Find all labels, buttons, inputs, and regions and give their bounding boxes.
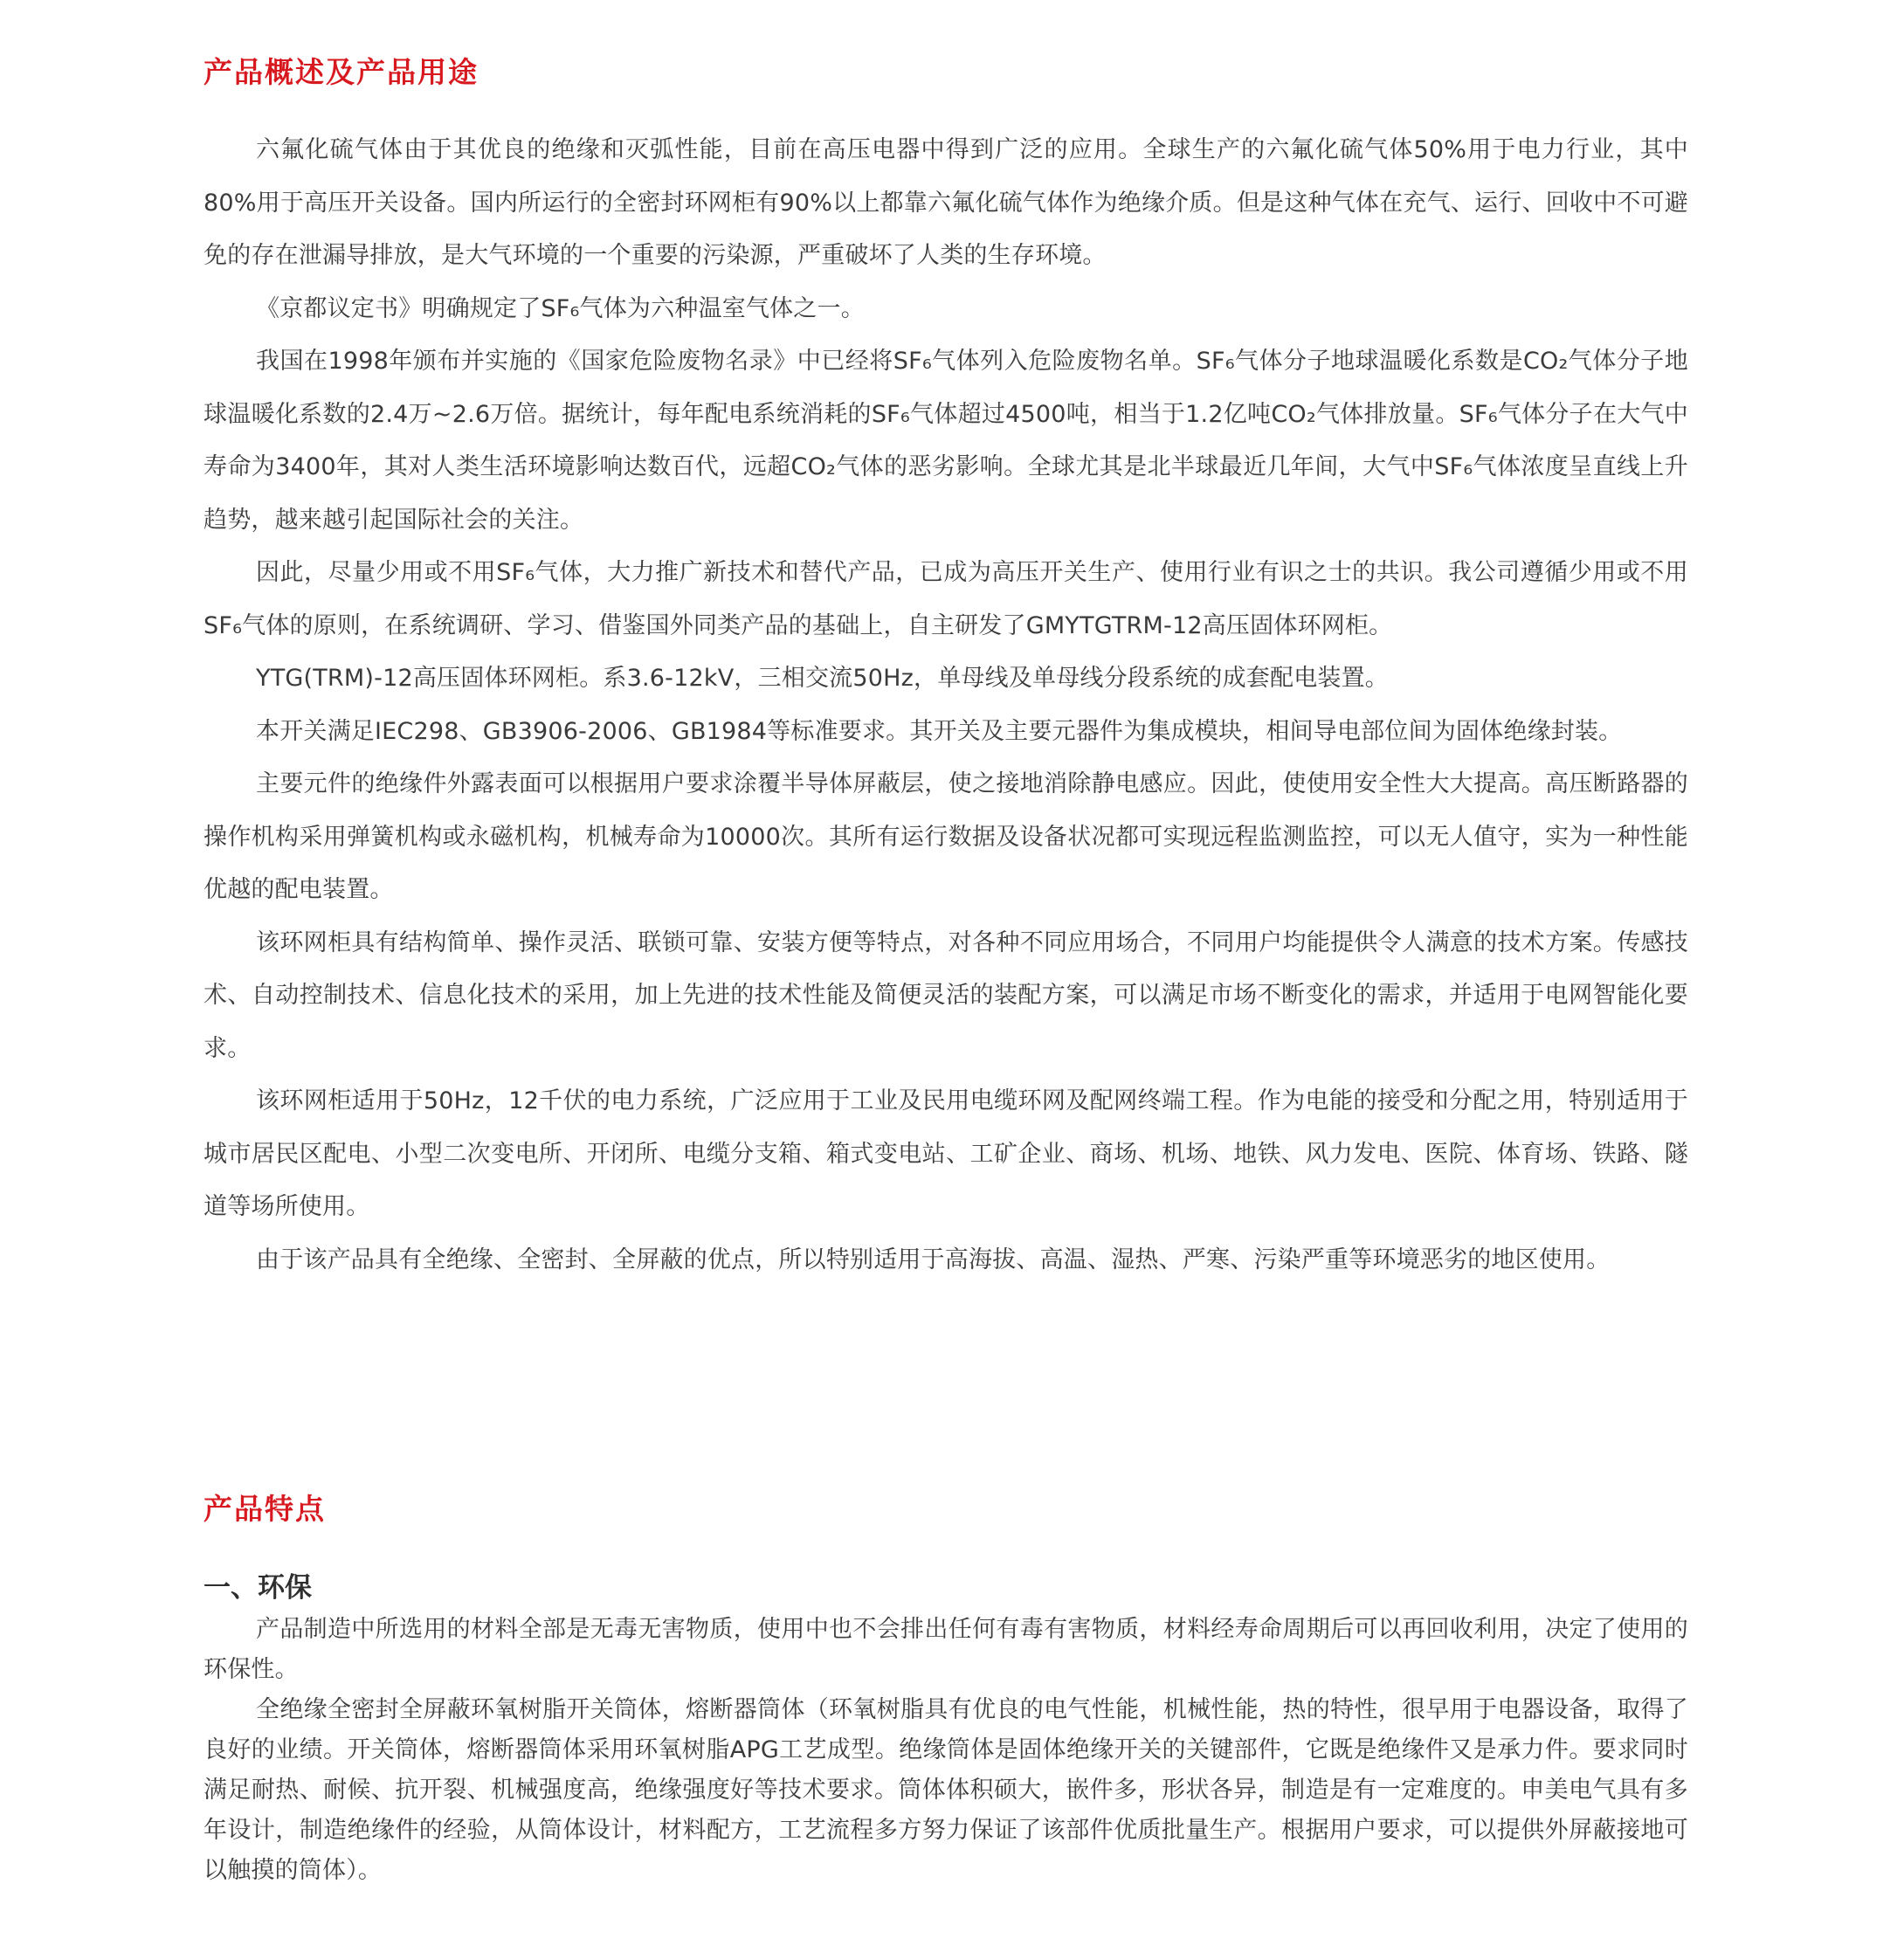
- paragraph: 我国在1998年颁布并实施的《国家危险废物名录》中已经将SF₆气体列入危险废物名单。SF₆气体分子地球温暖化系数是CO₂气体分子地球温暖化系数的2.4万~2.6万倍。据统计，每年配电系统消耗的SF₆气体超过4500吨，相当于1.2亿吨CO₂气体排放量。SF₆气体分子在大气中寿命为3400年，其对人类生活环境影响达数百代，远超CO₂气体的恶劣影响。全球尤其是北半球最近几年间，大气中SF₆气体浓度呈直线上升趋势，越来越引起国际社会的关注。: [204, 348, 1688, 534]
- overview-section: [204, 51, 1688, 1287]
- paragraph: 主要元件的绝缘件外露表面可以根据用户要求涂覆半导体屏蔽层，使之接地消除静电感应。因此，使使用安全性大大提高。高压断路器的操作机构采用弹簧机构或永磁机构，机械寿命为10000次。其所有运行数据及设备状况都可实现远程监测监控，可以无人值守，实为一种性能优越的配电装置。: [204, 770, 1688, 903]
- paragraph: 产品制造中所选用的材料全部是无毒无害物质，使用中也不会排出任何有毒有害物质，材料经寿命周期后可以再回收利用，决定了使用的环保性。: [204, 1616, 1688, 1683]
- paragraph: YTG(TRM)-12高压固体环网柜。系3.6-12kV，三相交流50Hz，单母线及单母线分段系统的成套配电装置。: [256, 665, 1389, 692]
- section-heading-features: 产品特点: [204, 1492, 326, 1526]
- subheading-environmental: 一、环保: [204, 1572, 312, 1604]
- paragraph: 该环网柜具有结构简单、操作灵活、联锁可靠、安装方便等特点，对各种不同应用场合，不同用户均能提供令人满意的技术方案。传感技术、自动控制技术、信息化技术的采用，加上先进的技术性能及简便灵活的装配方案，可以满足市场不断变化的需求，并适用于电网智能化要求。: [204, 928, 1688, 1062]
- section-heading-overview: 产品概述及产品用途: [204, 55, 479, 89]
- paragraph: 全绝缘全密封全屏蔽环氧树脂开关筒体，熔断器筒体（环氧树脂具有优良的电气性能，机械性能，热的特性，很早用于电器设备，取得了良好的业绩。开关筒体，熔断器筒体采用环氧树脂APG工艺成型。绝缘筒体是固体绝缘开关的关键部件，它既是绝缘件又是承力件。要求同时满足耐热、耐候、抗开裂、机械强度高，绝缘强度好等技术要求。筒体体积硕大，嵌件多，形状各异，制造是有一定难度的。申美电气具有多年设计，制造绝缘件的经验，从筒体设计，材料配方，工艺流程多方努力保证了该部件优质批量生产。根据用户要求，可以提供外屏蔽接地可以触摸的筒体）。: [204, 1696, 1688, 1884]
- paragraph: 该环网柜适用于50Hz，12千伏的电力系统，广泛应用于工业及民用电缆环网及配网终端工程。作为电能的接受和分配之用，特别适用于城市居民区配电、小型二次变电所、开闭所、电缆分支箱、箱式变电站、工矿企业、商场、机场、地铁、风力发电、医院、体育场、铁路、隧道等场所使用。: [204, 1087, 1688, 1220]
- paragraph: 由于该产品具有全绝缘、全密封、全屏蔽的优点，所以特别适用于高海拔、高温、湿热、严寒、污染严重等环境恶劣的地区使用。: [256, 1246, 1611, 1273]
- features-section: [204, 1487, 1688, 1891]
- document-page: [204, 51, 1688, 1884]
- paragraph: 因此，尽量少用或不用SF₆气体，大力推广新技术和替代产品，已成为高压开关生产、使用行业有识之士的共识。我公司遵循少用或不用SF₆气体的原则，在系统调研、学习、借鉴国外同类产品的基础上，自主研发了GMYTGTRM-12高压固体环网柜。: [204, 559, 1688, 639]
- paragraph: 《京都议定书》明确规定了SF₆气体为六种温室气体之一。: [256, 294, 865, 322]
- paragraph: 六氟化硫气体由于其优良的绝缘和灭弧性能，目前在高压电器中得到广泛的应用。全球生产的六氟化硫气体50%用于电力行业，其中80%用于高压开关设备。国内所运行的全密封环网柜有90%以上都靠六氟化硫气体作为绝缘介质。但是这种气体在充气、运行、回收中不可避免的存在泄漏导排放，是大气环境的一个重要的污染源，严重破坏了人类的生存环境。: [204, 136, 1688, 269]
- paragraph: 本开关满足IEC298、GB3906-2006、GB1984等标准要求。其开关及主要元器件为集成模块，相间导电部位间为固体绝缘封装。: [256, 717, 1623, 745]
